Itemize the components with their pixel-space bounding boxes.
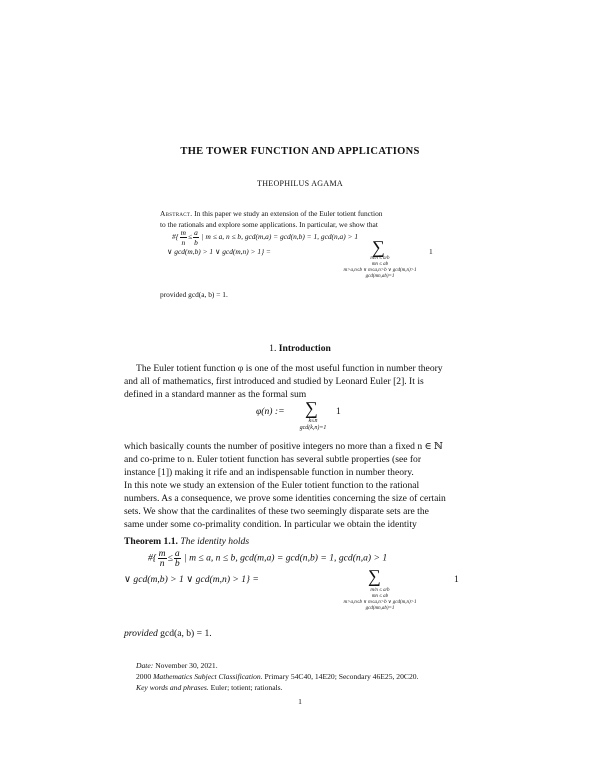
footnote-keywords (136, 682, 283, 693)
theorem-formula-conditions: | m ≤ a, n ≤ b, gcd(m,a) = gcd(n,b) = 1, gcd(n,a) > 1 (184, 552, 388, 564)
section-title: Introduction (278, 343, 331, 354)
phi-lhs: φ(n) := (256, 406, 285, 417)
abstract-line-1 (160, 208, 382, 219)
abstract-sub-3: m>a,n≤b ∨ m≤a,n>b ∨ gcd(m,n)>1 (343, 268, 417, 273)
footnote-msc-year: 2000 (136, 672, 152, 681)
set-open: #{ (172, 232, 179, 242)
abstract-sum-subscripts (300, 256, 460, 280)
abstract-sub-4: gcd(mn,ab)=1 (365, 274, 395, 279)
abstract-label: Abstract. (160, 209, 193, 218)
abstract-formula-line-2: ∨ gcd(m,b) > 1 ∨ gcd(m,n) > 1} = (167, 247, 271, 256)
section-heading (0, 342, 600, 356)
theorem-formula-line-1: #{ $\frac{m}{n}$ ≤ $\frac{a}{b}$ | m ≤ a, n ≤ b, gcd(m,a) = gcd(n,b) = 1, gcd(n,a) > 1 (148, 548, 388, 569)
intro-p3-line-4: same under some co-primality condition. In particular we obtain the identity (124, 519, 417, 530)
intro-p2-line-2: and co-prime to n. Euler totient function has several subtle properties (see for (124, 454, 422, 465)
footnote-keywords-label: Key words and phrases. (136, 683, 209, 692)
theorem-label: Theorem 1.1. (124, 536, 178, 547)
theorem-formula-line-2: ∨ gcd(m,b) > 1 ∨ gcd(m,n) > 1} = (124, 574, 259, 585)
intro-p3-line-1: In this note we study an extension of the Euler totient function to the rational (124, 480, 420, 491)
abstract-formula-conditions: | m ≤ a, n ≤ b, gcd(m,a) = gcd(n,b) = 1, gcd(n,a) > 1 (201, 232, 359, 242)
footnote-keywords-value: Euler; totient; rationals. (210, 683, 283, 692)
footnote-date-value: November 30, 2021. (155, 661, 218, 670)
paper-author: THEOPHILUS AGAMA (257, 179, 343, 188)
intro-p1-line-3: defined in a standard manner as the formal sum (124, 389, 307, 400)
intro-p3-line-3: sets. We show that the cardinalites of these two seemingly disparate sets are the (124, 506, 429, 517)
abstract-text-1: In this paper we study an extension of the Euler totient function (194, 209, 383, 218)
theorem-sub-1: m/n ≤ a/b (370, 588, 390, 593)
intro-p3-line-2: numbers. As a consequence, we prove some identities concerning the size of certain (124, 493, 446, 504)
abstract-sub-1: m/n ≤ a/b (370, 256, 390, 261)
abstract-sub-2: mn ≤ ab (371, 262, 389, 267)
intro-p1-line-1: The Euler totient function φ is one of the most useful function in number theory (136, 363, 443, 374)
theorem-fraction-m-n: $\frac{m}{n}$ (158, 548, 166, 569)
theorem-sub-2: mn ≤ ab (371, 594, 389, 599)
fraction-m-n: $\frac{m}{n}$ (180, 228, 186, 247)
intro-p2-line-3: instance [1]) making it rife and an indispensable function in number theory. (124, 467, 414, 478)
phi-sub-1: k≤n (308, 418, 318, 424)
theorem-sum-symbol: ∑ (368, 566, 381, 586)
footnote-msc-value: Primary 54C40, 14E20; Secondary 46E25, 20C20. (264, 672, 419, 681)
theorem-provided-word: provided (124, 628, 158, 639)
abstract-line-2: to the rationals and explore some applications. In particular, we show that (160, 220, 378, 229)
theorem-summand: 1 (454, 574, 459, 585)
abstract-formula-line-1: #{ $\frac{m}{n}$ ≤ $\frac{a}{b}$ | m ≤ a, n ≤ b, gcd(m,a) = gcd(n,b) = 1, gcd(n,a) > 1 (172, 228, 359, 247)
phi-summand: 1 (336, 406, 341, 417)
fraction-a-b: $\frac{a}{b}$ (194, 228, 198, 247)
page-number: 1 (298, 697, 302, 706)
intro-p1-line-2: and all of mathematics, first introduced and studied by Leonard Euler [2]. It is (124, 376, 424, 387)
theorem-provided (124, 627, 212, 641)
theorem-set-open: #{ (148, 552, 157, 564)
abstract-summand: 1 (429, 247, 433, 256)
footnote-date-label: Date: (136, 661, 154, 670)
theorem-heading (124, 535, 249, 549)
section-number: 1. (269, 343, 277, 354)
theorem-statement: The identity holds (180, 536, 250, 547)
footnote-date (136, 660, 218, 671)
abstract-sum-symbol: ∑ (372, 237, 385, 257)
phi-sum-symbol: ∑ (305, 398, 318, 418)
footnote-msc (136, 671, 418, 682)
theorem-sum-subscripts (300, 588, 460, 612)
abstract-provided: provided gcd(a, b) = 1. (160, 290, 228, 299)
phi-sub-2: gcd(k,n)=1 (299, 425, 327, 431)
theorem-sub-4: gcd(mn,ab)=1 (365, 606, 395, 611)
phi-subscripts (283, 418, 343, 432)
footnote-msc-label: Mathematics Subject Classification. (153, 672, 263, 681)
paper-title: THE TOWER FUNCTION AND APPLICATIONS (180, 146, 420, 157)
theorem-fraction-a-b: $\frac{a}{b}$ (174, 548, 180, 569)
intro-p2-line-1: which basically counts the number of positive integers no more than a fixed n ∈ ℕ (124, 441, 443, 452)
theorem-sub-3: m>a,n≤b ∨ m≤a,n>b ∨ gcd(m,n)>1 (343, 600, 417, 605)
theorem-provided-condition: gcd(a, b) = 1. (160, 628, 212, 639)
